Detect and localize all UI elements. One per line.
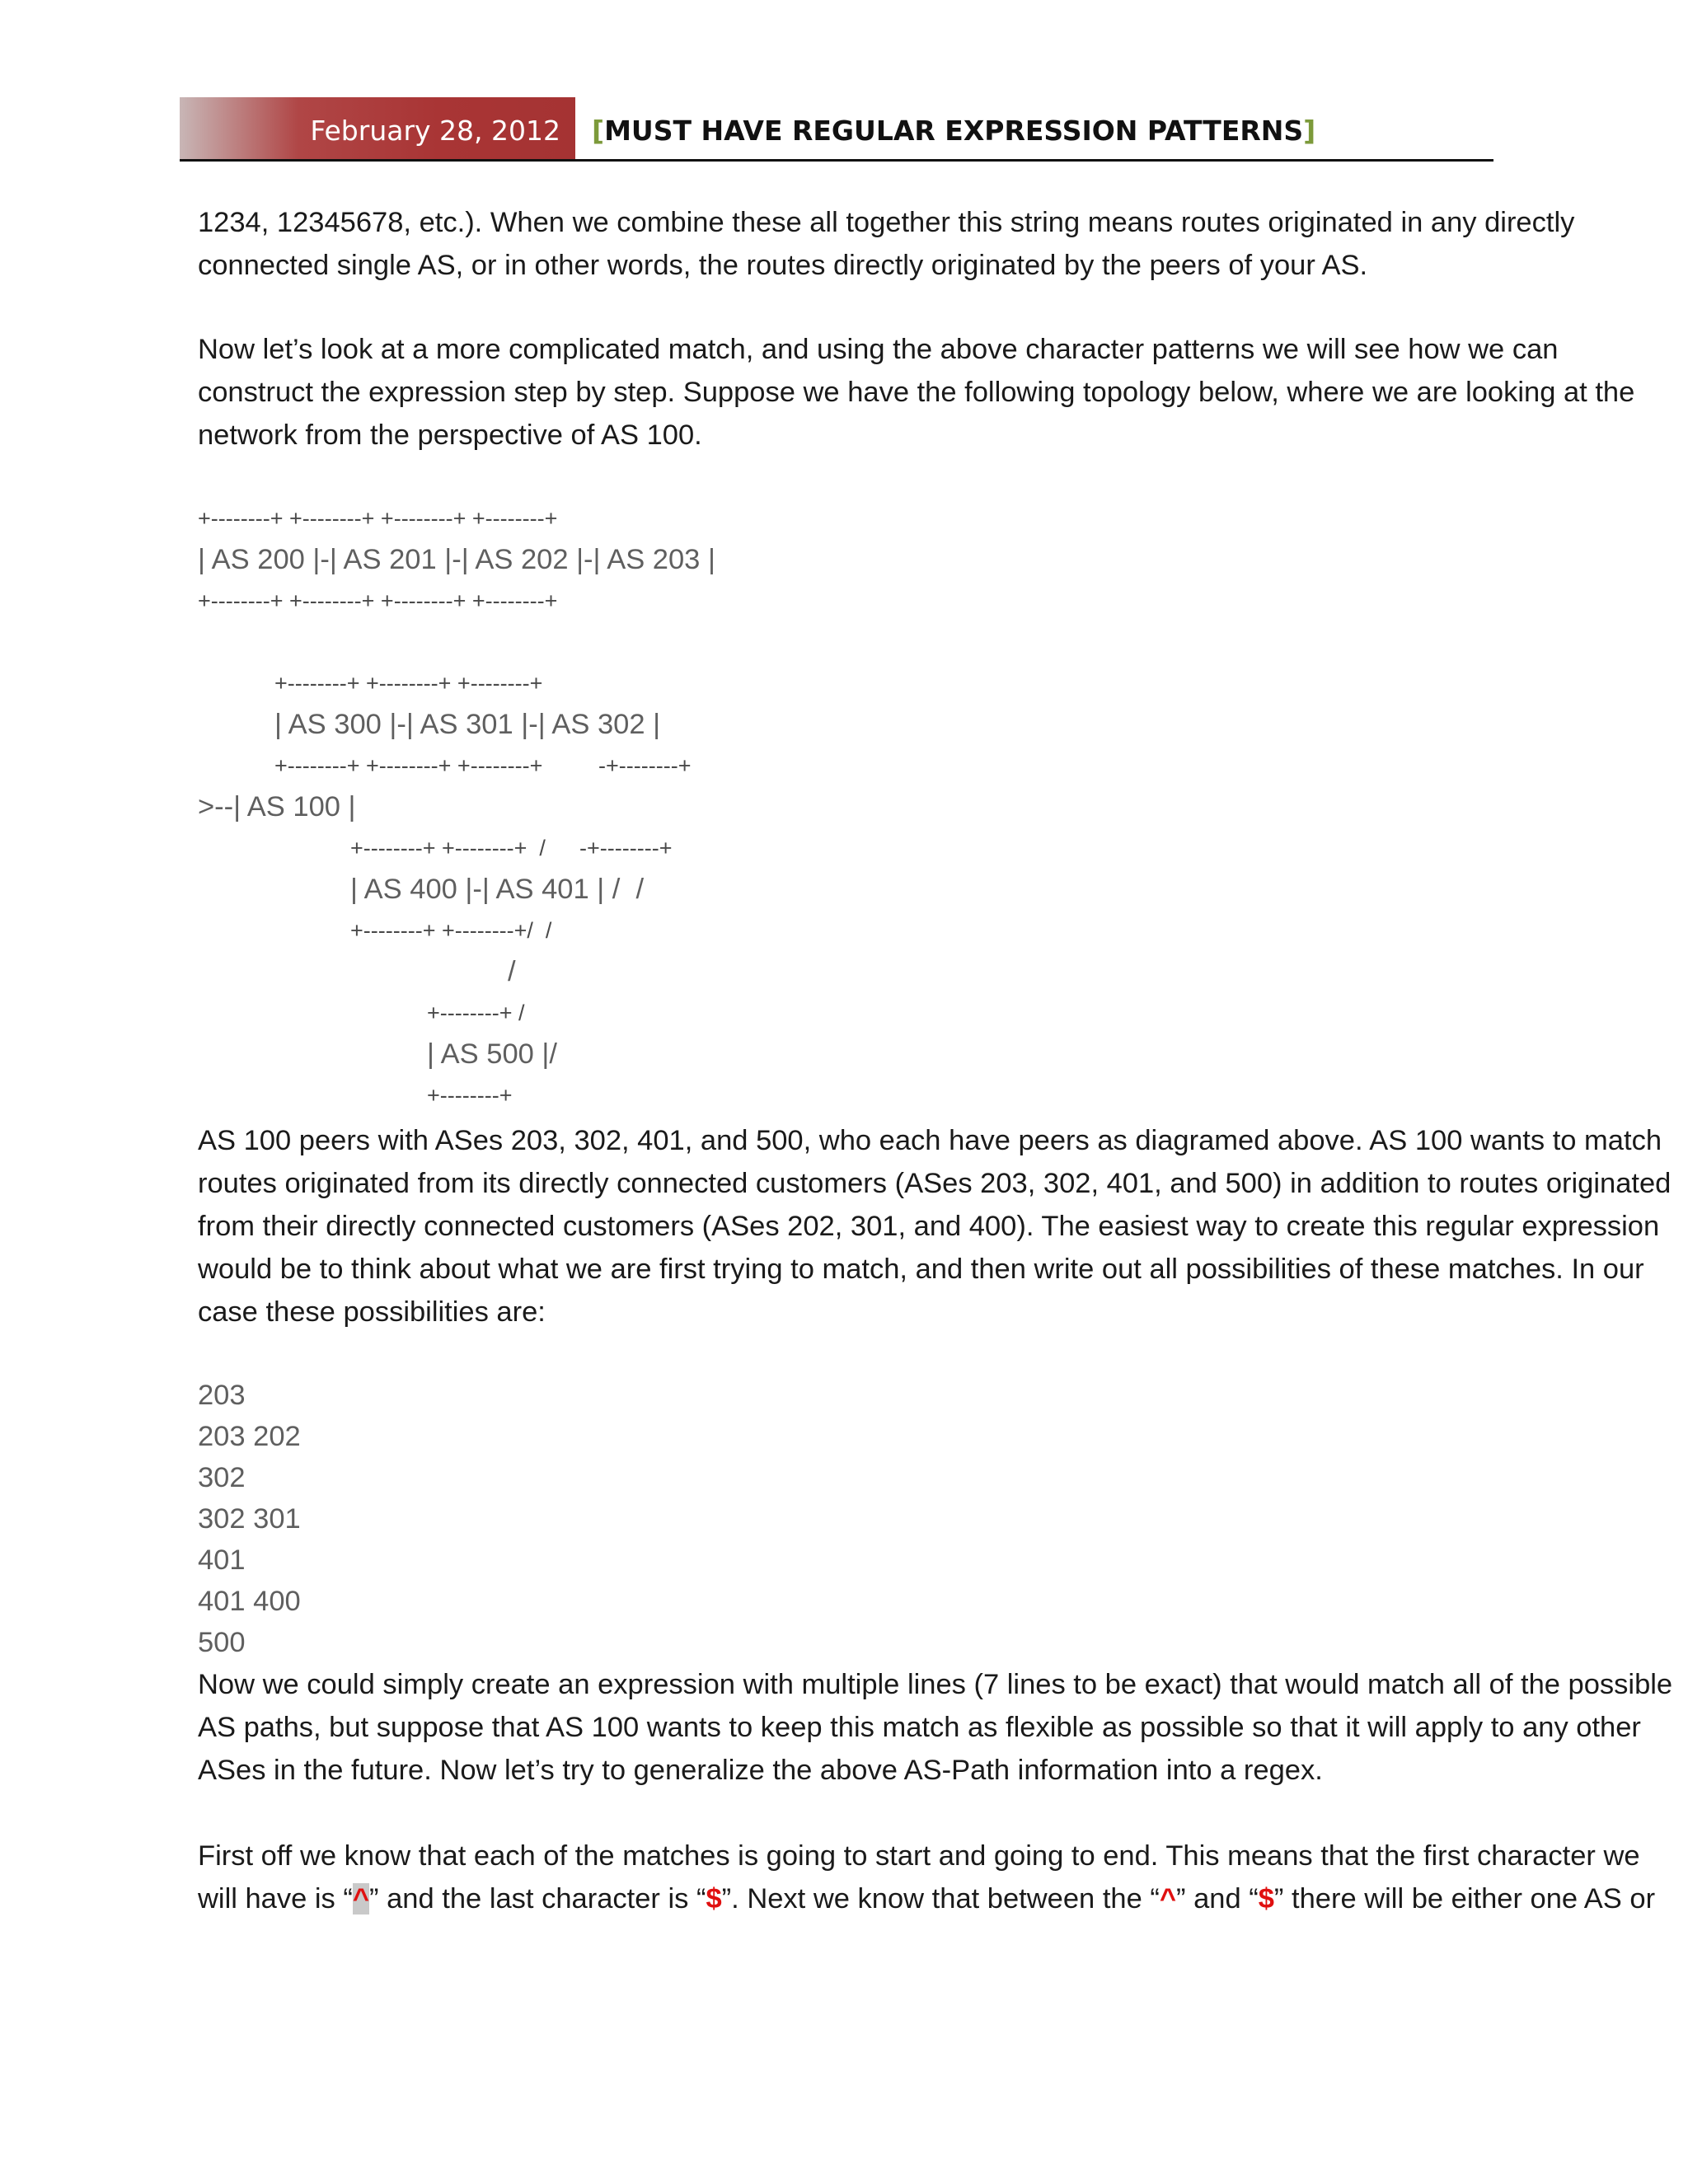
diagram-line: +--------+ +--------+ / xyxy=(350,836,546,860)
paragraph-line: construct the expression step by step. Suppose we have the following topology below, where we are looking at the xyxy=(198,377,1635,408)
caret-symbol: ^ xyxy=(1159,1883,1177,1915)
diagram-line: +--------+ +--------+ +--------+ xyxy=(274,753,543,778)
list-item: 401 xyxy=(198,1544,246,1576)
text-run: ” and the last character is “ xyxy=(369,1883,706,1915)
diagram-line: +--------+ +--------+ +--------+ +--------+ xyxy=(198,588,558,613)
diagram-line: | AS 200 |-| AS 201 |-| AS 202 |-| AS 203 | xyxy=(198,544,715,575)
diagram-line: >--| AS 100 | xyxy=(198,791,356,823)
text-run: will have is “ xyxy=(198,1883,353,1915)
diagram-line: +--------+ +--------+ +--------+ xyxy=(274,671,543,696)
paragraph-line: ASes in the future. Now let’s try to generalize the above AS-Path information into a regex. xyxy=(198,1755,1323,1786)
list-item: 401 400 xyxy=(198,1586,301,1617)
paragraph-line: network from the perspective of AS 100. xyxy=(198,419,702,451)
paragraph-line: AS 100 peers with ASes 203, 302, 401, and 500, who each have peers as diagramed above. AS 100 wants to match xyxy=(198,1125,1662,1156)
paragraph-4 xyxy=(198,1663,1673,1792)
diagram-line: / xyxy=(508,956,516,987)
paragraph-line: connected single AS, or in other words, the routes directly originated by the peers of your AS. xyxy=(198,250,1368,281)
paragraph-line: Now we could simply create an expression with multiple lines (7 lines to be exact) that would match all of the possible xyxy=(198,1669,1673,1700)
diagram-line: -+--------+ xyxy=(598,753,692,778)
paragraph-line: Now let’s look at a more complicated match, and using the above character patterns we will see how we can xyxy=(198,334,1559,365)
diagram-line: +--------+ / xyxy=(427,1001,525,1025)
diagram-line: -+--------+ xyxy=(579,836,673,860)
diagram-line: | AS 300 |-| AS 301 |-| AS 302 | xyxy=(274,709,661,740)
list-item: 203 202 xyxy=(198,1421,301,1452)
diagram-line: +--------+ +--------+ +--------+ +--------+ xyxy=(198,506,558,531)
paragraph-line: First off we know that each of the matches is going to start and going to end. This means that the first character we xyxy=(198,1840,1640,1872)
paragraph-line: routes originated from its directly connected customers (ASes 203, 302, 401, and 500) in addition to routes originated xyxy=(198,1168,1672,1199)
page-header xyxy=(180,97,1493,160)
paragraph-3 xyxy=(198,1119,1672,1333)
diagram-line: | AS 400 |-| AS 401 | / / xyxy=(350,874,645,905)
diagram-line: +--------+ xyxy=(427,1083,513,1108)
diagram-line: | AS 500 |/ xyxy=(427,1038,557,1070)
text-run: ”. Next we know that between the “ xyxy=(721,1883,1160,1915)
text-run: ” there will be either one AS or xyxy=(1273,1883,1656,1915)
diagram-line: +--------+ +--------+/ / xyxy=(350,918,552,943)
header-title xyxy=(592,97,1315,160)
text-run: ” and “ xyxy=(1176,1883,1259,1915)
paragraph-line-mixed xyxy=(198,1877,1656,1920)
header-rule xyxy=(180,159,1493,162)
list-item: 302 xyxy=(198,1462,246,1493)
paragraph-5 xyxy=(198,1835,1656,1920)
paragraph-line: case these possibilities are: xyxy=(198,1296,546,1328)
paragraph-line: would be to think about what we are first trying to match, and then write out all possibilities of these matches. In our xyxy=(198,1254,1644,1285)
dollar-symbol: $ xyxy=(706,1883,722,1915)
list-item: 500 xyxy=(198,1627,246,1658)
paragraph-line: from their directly connected customers (ASes 202, 301, and 400). The easiest way to create this regular expression xyxy=(198,1211,1660,1242)
header-bracket-open: [ xyxy=(592,115,605,147)
paragraph-line: AS paths, but suppose that AS 100 wants to keep this match as flexible as possible so that it will apply to any other xyxy=(198,1712,1641,1743)
paragraph-1 xyxy=(198,201,1575,287)
header-bracket-close: ] xyxy=(1303,115,1316,147)
dollar-symbol: $ xyxy=(1258,1883,1274,1915)
paragraph-line: 1234, 12345678, etc.). When we combine these all together this string means routes originated in any directly xyxy=(198,207,1575,238)
possibilities-list xyxy=(198,1375,301,1663)
header-date: February 28, 2012 xyxy=(180,97,575,160)
caret-symbol: ^ xyxy=(352,1883,370,1915)
list-item: 203 xyxy=(198,1380,246,1411)
paragraph-2 xyxy=(198,328,1635,457)
list-item: 302 301 xyxy=(198,1503,301,1535)
header-title-text: MUST HAVE REGULAR EXPRESSION PATTERNS xyxy=(604,115,1304,147)
